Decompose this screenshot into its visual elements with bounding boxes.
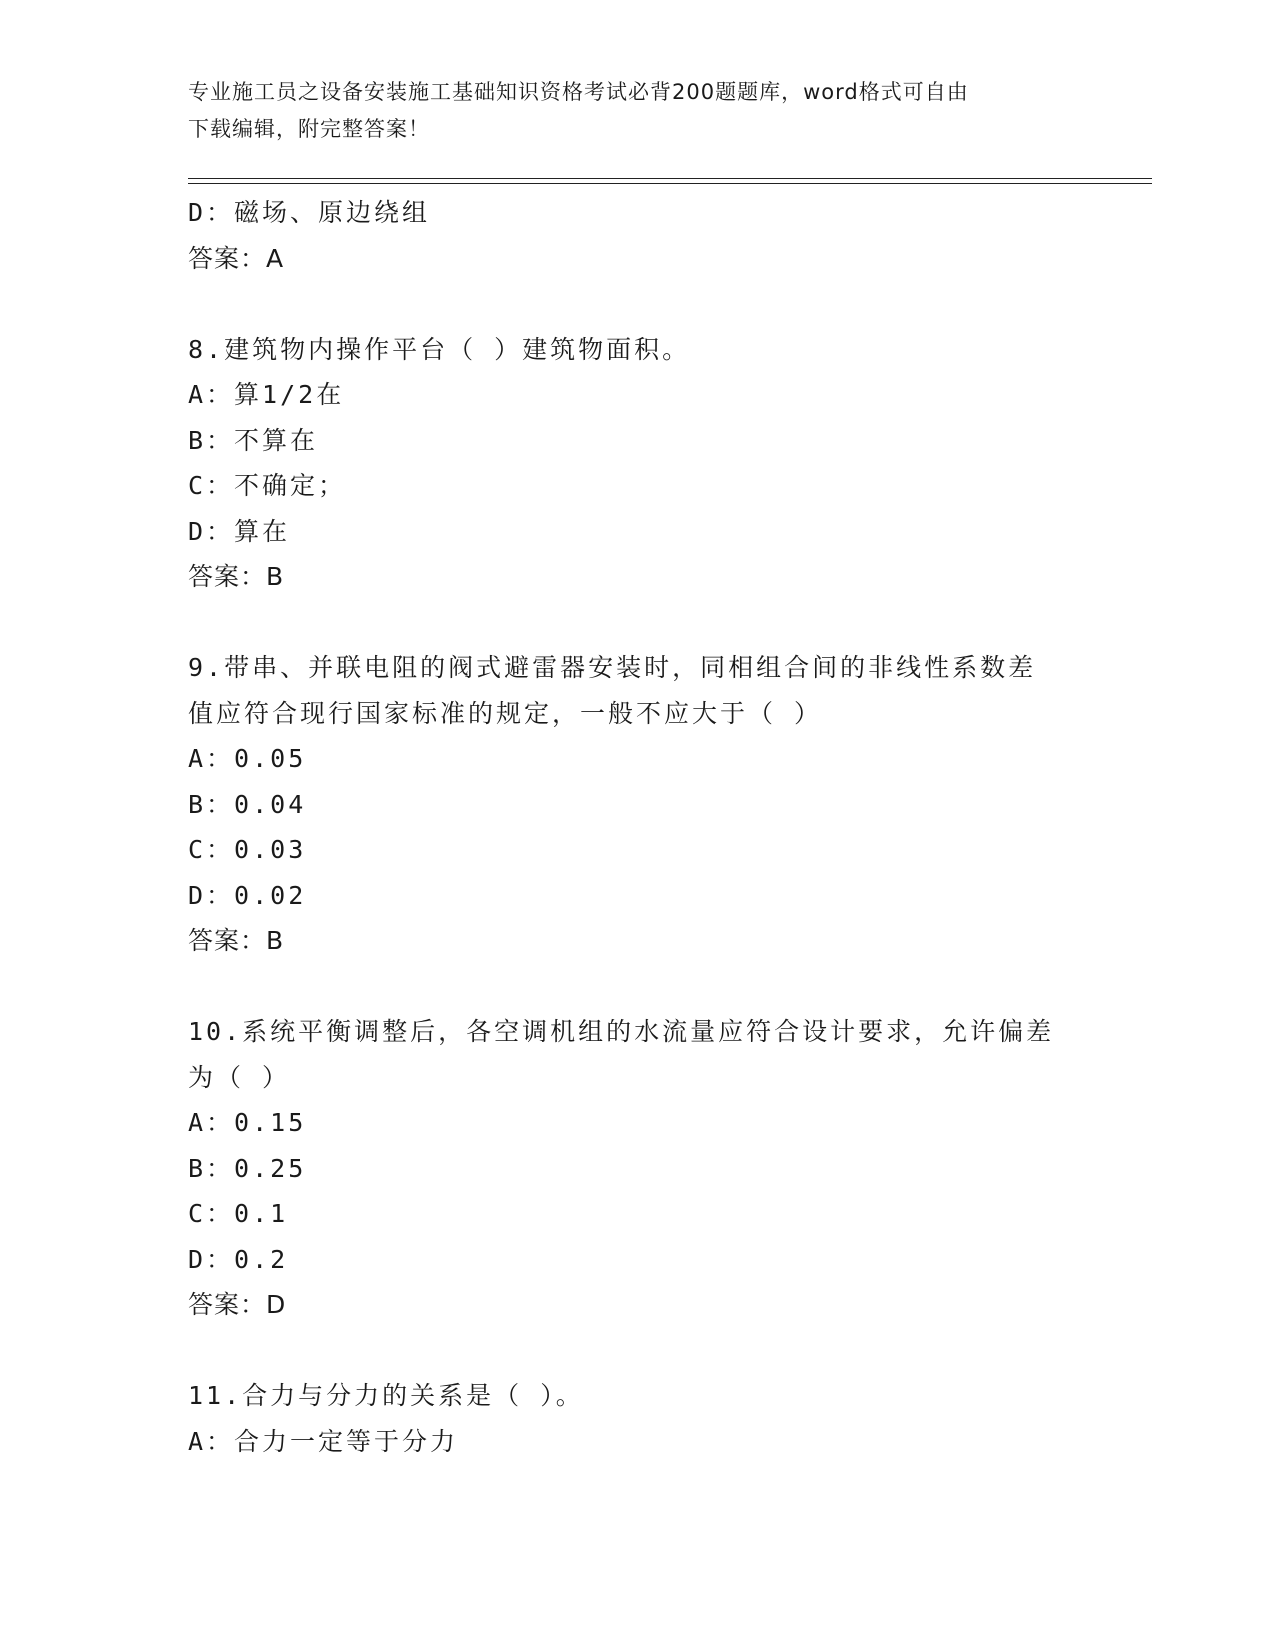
option-d: D：磁场、原边绕组 — [188, 198, 431, 227]
spacer — [188, 964, 1088, 1010]
option-b: B：0.04 — [188, 789, 307, 819]
question-stem-continued: 值应符合现行国家标准的规定，一般不应大于（ ） — [188, 698, 823, 728]
header-divider-bottom — [188, 183, 1152, 184]
spacer — [188, 1328, 1088, 1374]
question-9 — [188, 645, 1088, 964]
question-stem: 9.带串、并联电阻的阀式避雷器安装时，同相组合间的非线性系数差 — [188, 653, 1037, 682]
previous-question-fragment — [188, 190, 1088, 281]
option-b: B：0.25 — [188, 1153, 307, 1183]
answer-line: 答案：D — [188, 1290, 287, 1319]
question-10 — [188, 1009, 1088, 1328]
option-d: D：0.02 — [188, 880, 307, 910]
question-stem: 8.建筑物内操作平台（ ）建筑物面积。 — [188, 334, 691, 364]
header-line-2: 下载编辑，附完整答案！ — [188, 117, 430, 141]
question-stem: 11.合力与分力的关系是（ ）。 — [188, 1381, 584, 1410]
question-stem-continued: 为（ ） — [188, 1062, 291, 1092]
option-c: C：0.03 — [188, 835, 307, 864]
question-11 — [188, 1373, 1088, 1464]
option-d: D：算在 — [188, 516, 291, 546]
header-divider-top — [188, 178, 1152, 179]
document-header — [188, 74, 1088, 148]
spacer — [188, 281, 1088, 327]
answer-line: 答案：B — [188, 926, 285, 955]
option-a: A：合力一定等于分力 — [188, 1426, 459, 1456]
header-line-1: 专业施工员之设备安装施工基础知识资格考试必背200题题库，word格式可自由 — [188, 80, 969, 104]
question-8 — [188, 327, 1088, 600]
option-c: C：不确定； — [188, 471, 347, 500]
option-d: D：0.2 — [188, 1244, 289, 1274]
question-stem: 10.系统平衡调整后，各空调机组的水流量应符合设计要求，允许偏差 — [188, 1017, 1055, 1046]
question-list — [188, 190, 1088, 1464]
option-c: C：0.1 — [188, 1199, 289, 1228]
option-a: A：0.15 — [188, 1108, 307, 1137]
spacer — [188, 600, 1088, 646]
option-b: B：不算在 — [188, 425, 319, 455]
answer-line: 答案：B — [188, 562, 285, 591]
answer-line: 答案：A — [188, 243, 285, 273]
option-a: A：算1/2在 — [188, 380, 345, 409]
option-a: A：0.05 — [188, 744, 307, 773]
